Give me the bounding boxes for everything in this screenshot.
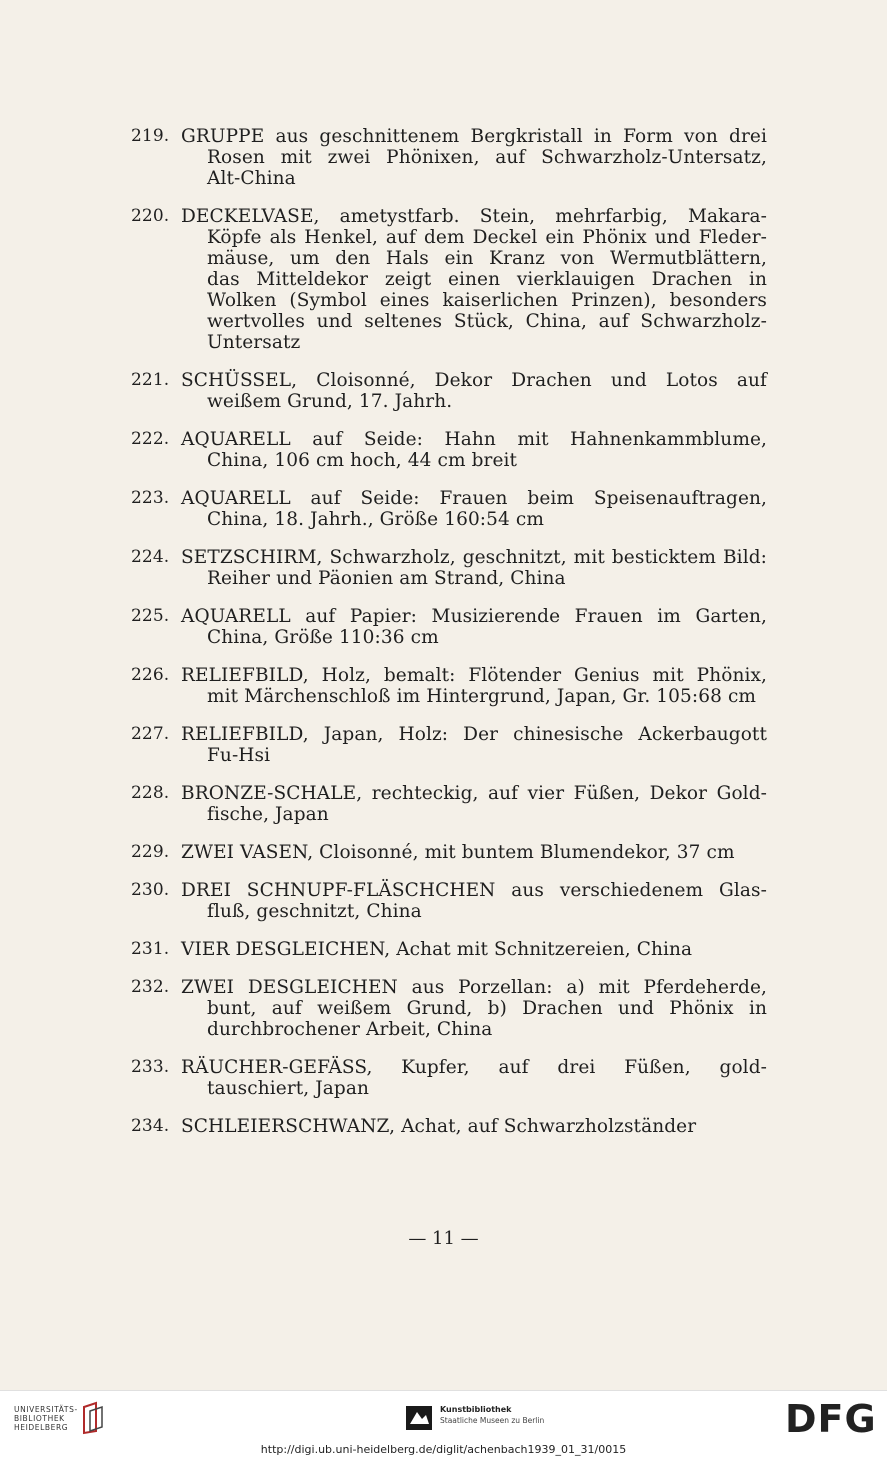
entry-number: 232.: [131, 977, 170, 997]
entry-text-line: ZWEI VASEN, Cloisonné, mit buntem Blumendekor, 37 cm: [181, 842, 735, 863]
entry-text-line: AQUARELL auf Papier: Musizierende Frauen im Garten,: [181, 606, 767, 627]
entry-text-line: mäuse, um den Hals ein Kranz von Wermutblättern,: [207, 248, 767, 269]
catalog-entry: [0, 724, 887, 766]
entry-number: 221.: [131, 370, 170, 390]
entry-text-line: RELIEFBILD, Holz, bemalt: Flötender Genius mit Phönix,: [181, 665, 767, 686]
entry-text-line: Alt-China: [207, 168, 296, 189]
entry-text-line: AQUARELL auf Seide: Frauen beim Speisenauftragen,: [181, 488, 767, 509]
entry-text-line: SCHLEIERSCHWANZ, Achat, auf Schwarzholzständer: [181, 1116, 697, 1137]
entry-text-line: das Mitteldekor zeigt einen vierklauigen Drachen in: [207, 269, 767, 290]
entry-text-line: China, 18. Jahrh., Größe 160:54 cm: [207, 509, 544, 530]
entry-text-line: SETZSCHIRM, Schwarzholz, geschnitzt, mit besticktem Bild:: [181, 547, 767, 568]
catalog-entry: [0, 783, 887, 825]
entry-text-line: durchbrochener Arbeit, China: [207, 1019, 493, 1040]
entry-text-line: fluß, geschnitzt, China: [207, 901, 422, 922]
entry-text-line: Untersatz: [207, 332, 301, 353]
entry-text-line: RÄUCHER-GEFÄSS, Kupfer, auf drei Füßen, gold-: [181, 1057, 767, 1078]
page-url[interactable]: http://digi.ub.uni-heidelberg.de/diglit/achenbach1939_01_31/0015: [260, 1443, 627, 1456]
catalog-entry: [0, 488, 887, 530]
entry-number: 220.: [131, 206, 170, 226]
catalog-entry: [0, 370, 887, 412]
university-line: HEIDELBERG: [14, 1423, 69, 1432]
entry-text-line: bunt, auf weißem Grund, b) Drachen und Phönix in: [207, 998, 767, 1019]
catalog-entry: [0, 547, 887, 589]
entry-number: 233.: [131, 1057, 170, 1077]
catalog-entry: [0, 665, 887, 707]
entry-text-line: Reiher und Päonien am Strand, China: [207, 568, 566, 589]
page-number: — 11 —: [408, 1228, 479, 1249]
entry-text-line: RELIEFBILD, Japan, Holz: Der chinesische Ackerbaugott: [181, 724, 767, 745]
catalog-entry: [0, 1116, 887, 1137]
university-library-text: [14, 1405, 78, 1432]
entry-number: 219.: [131, 126, 170, 146]
catalog-entry: [0, 977, 887, 1040]
entry-text-line: tauschiert, Japan: [207, 1078, 369, 1099]
catalog-entry: [0, 1057, 887, 1099]
university-line: BIBLIOTHEK: [14, 1414, 65, 1423]
entry-text-line: DECKELVASE, ametystfarb. Stein, mehrfarbig, Makara-: [181, 206, 767, 227]
footer-bar: [0, 1390, 887, 1458]
catalog-entry: [0, 842, 887, 863]
entry-number: 227.: [131, 724, 170, 744]
entry-text-line: VIER DESGLEICHEN, Achat mit Schnitzereien, China: [181, 939, 693, 960]
catalog-entry: [0, 939, 887, 960]
catalog-entry: [0, 606, 887, 648]
entry-text-line: Fu-Hsi: [207, 745, 271, 766]
entry-text-line: China, Größe 110:36 cm: [207, 627, 439, 648]
entry-text-line: Rosen mit zwei Phönixen, auf Schwarzholz-Untersatz,: [207, 147, 767, 168]
entry-number: 225.: [131, 606, 170, 626]
entry-text-line: wertvolles und seltenes Stück, China, auf Schwarzholz-: [207, 311, 767, 332]
entry-number: 234.: [131, 1116, 170, 1136]
entry-number: 224.: [131, 547, 170, 567]
kunstbibliothek-name: Kunstbibliothek: [440, 1405, 512, 1414]
university-library-logo-icon[interactable]: [80, 1401, 106, 1435]
entry-number: 230.: [131, 880, 170, 900]
entry-number: 231.: [131, 939, 170, 959]
university-line: UNIVERSITÄTS-: [14, 1405, 78, 1414]
entry-number: 229.: [131, 842, 170, 862]
catalog-entry: [0, 126, 887, 189]
entry-number: 223.: [131, 488, 170, 508]
catalog-entries: [0, 126, 887, 1154]
kunstbibliothek-logo-icon[interactable]: [406, 1406, 432, 1430]
entry-text-line: China, 106 cm hoch, 44 cm breit: [207, 450, 518, 471]
entry-number: 226.: [131, 665, 170, 685]
entry-text-line: ZWEI DESGLEICHEN aus Porzellan: a) mit Pferdeherde,: [181, 977, 767, 998]
entry-text-line: SCHÜSSEL, Cloisonné, Dekor Drachen und Lotos auf: [181, 370, 767, 391]
catalog-entry: [0, 880, 887, 922]
entry-number: 222.: [131, 429, 170, 449]
entry-text-line: mit Märchenschloß im Hintergrund, Japan, Gr. 105:68 cm: [207, 686, 757, 707]
entry-text-line: weißem Grund, 17. Jahrh.: [207, 391, 453, 412]
entry-text-line: GRUPPE aus geschnittenem Bergkristall in Form von drei: [181, 126, 767, 147]
entry-text-line: Köpfe als Henkel, auf dem Deckel ein Phönix und Fleder-: [207, 227, 767, 248]
catalog-entry: [0, 206, 887, 353]
entry-text-line: BRONZE-SCHALE, rechteckig, auf vier Füßen, Dekor Gold-: [181, 783, 767, 804]
entry-text-line: AQUARELL auf Seide: Hahn mit Hahnenkammblume,: [181, 429, 767, 450]
catalog-entry: [0, 429, 887, 471]
entry-number: 228.: [131, 783, 170, 803]
entry-text-line: DREI SCHNUPF-FLÄSCHCHEN aus verschiedenem Glas-: [181, 880, 767, 901]
dfg-logo[interactable]: DFG: [785, 1397, 877, 1441]
entry-text-line: fische, Japan: [207, 804, 329, 825]
kunstbibliothek-subtitle: Staatliche Museen zu Berlin: [440, 1416, 545, 1425]
entry-text-line: Wolken (Symbol eines kaiserlichen Prinzen), besonders: [207, 290, 767, 311]
